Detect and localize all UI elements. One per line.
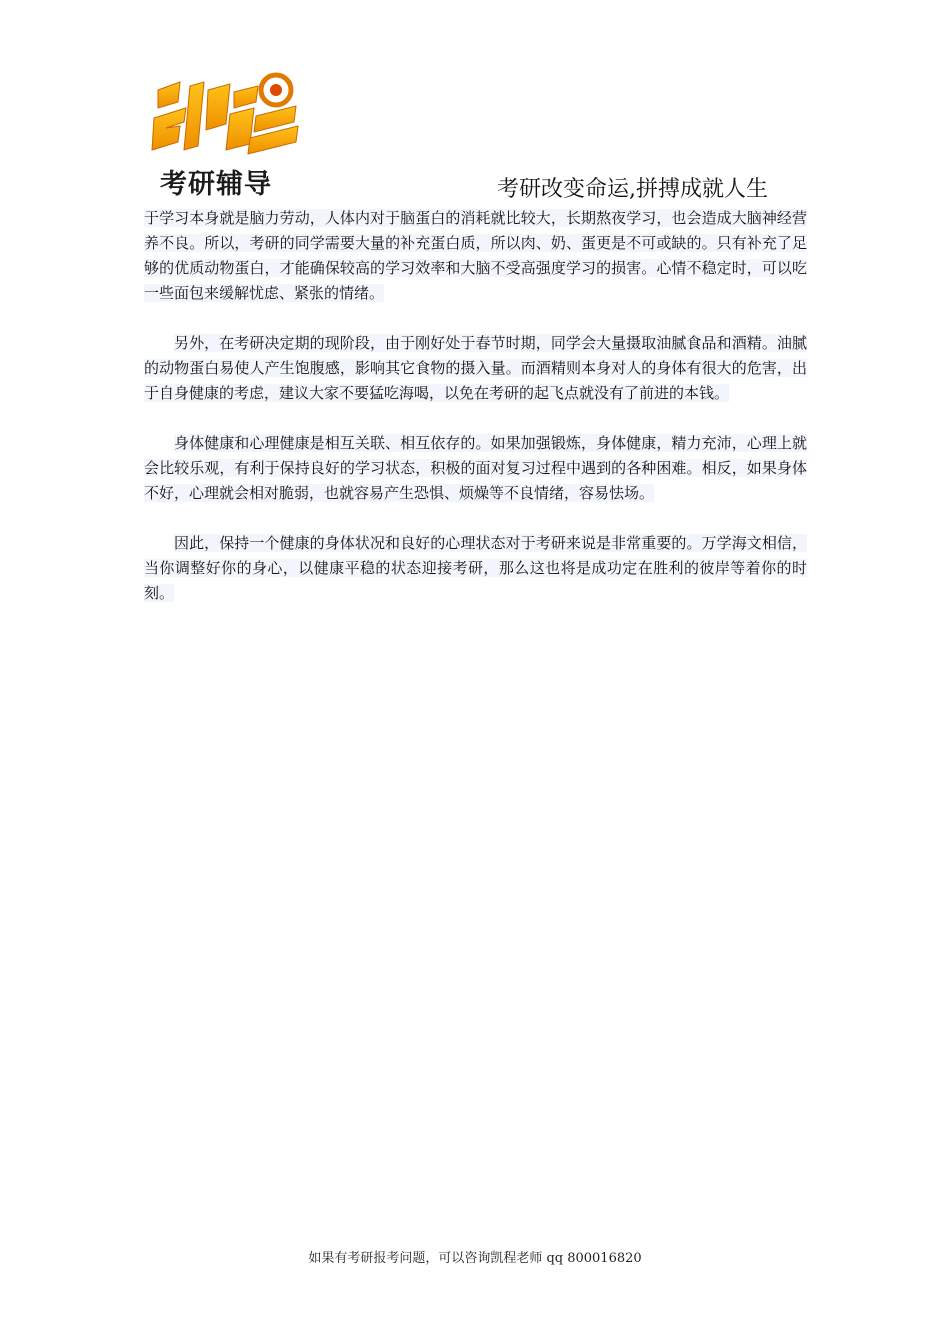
kaicheng-logo <box>150 72 302 200</box>
header-slogan: 考研改变命运,拼搏成就人生 <box>497 177 768 202</box>
paragraph-2-text: 另外，在考研决定期的现阶段，由于刚好处于春节时期，同学会大量摄取油腻食品和酒精。油腻的动物蛋白易使人产生饱腹感，影响其它食物的摄入量。而酒精则本身对人的身体有很大的危害，出于自身健康的考虑，建议大家不要猛吃海喝，以免在考研的起飞点就没有了前进的本钱。 <box>144 334 807 402</box>
paragraph-1 <box>144 206 807 306</box>
logo-text: 考研辅导 <box>160 169 272 200</box>
paragraph-4 <box>144 531 807 606</box>
paragraph-2 <box>144 331 807 406</box>
page-footer: 如果有考研报考问题，可以咨询凯程老师 qq 800016820 <box>308 1251 642 1266</box>
paragraph-3-text: 身体健康和心理健康是相互关联、相互依存的。如果加强锻炼，身体健康，精力充沛，心理上就会比较乐观，有利于保持良好的学习状态，积极的面对复习过程中遇到的各种困难。相反，如果身体不好，心理就会相对脆弱，也就容易产生恐惧、烦燥等不良情绪，容易怯场。 <box>144 434 807 502</box>
kaicheng-logo-mark <box>150 72 302 162</box>
article-body <box>144 206 807 631</box>
paragraph-1-text: 于学习本身就是脑力劳动，人体内对于脑蛋白的消耗就比较大，长期熬夜学习，也会造成大脑神经营养不良。所以，考研的同学需要大量的补充蛋白质，所以肉、奶、蛋更是不可或缺的。只有补充了足够的优质动物蛋白，才能确保较高的学习效率和大脑不受高强度学习的损害。心情不稳定时，可以吃一些面包来缓解忧虑、紧张的情绪。 <box>144 209 807 302</box>
paragraph-3 <box>144 431 807 506</box>
paragraph-4-text: 因此，保持一个健康的身体状况和良好的心理状态对于考研来说是非常重要的。万学海文相信，当你调整好你的身心，以健康平稳的状态迎接考研，那么这也将是成功定在胜利的彼岸等着你的时刻。 <box>144 534 807 602</box>
